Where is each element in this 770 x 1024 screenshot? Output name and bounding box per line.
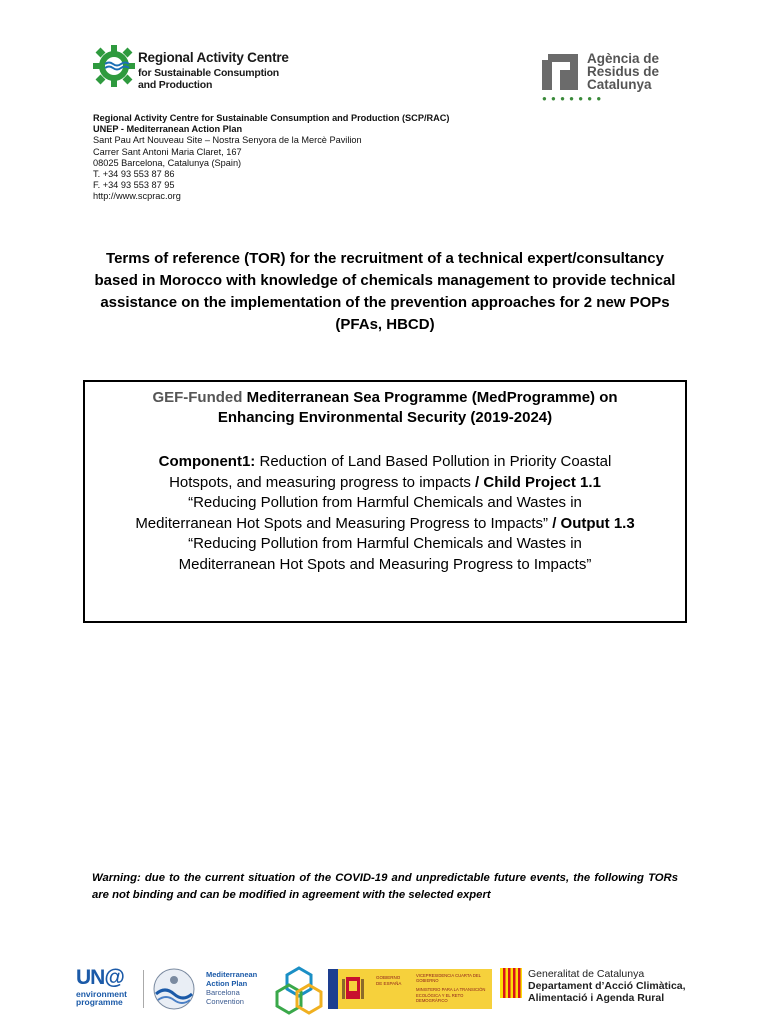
component-text-2: Hotspots, and measuring progress to impacts (169, 473, 476, 491)
footer-logos (0, 960, 770, 1020)
arc-logo (542, 50, 682, 102)
fax: F. +34 93 553 87 95 (93, 180, 175, 191)
arc-logo-text (587, 52, 659, 91)
arc-logo-line-1: Agència de (587, 51, 660, 66)
spain-vice-text: VICEPRESIDENCIA CUARTA DEL GOBIERNO (416, 973, 481, 984)
generalitat-line-2: Departament d’Acció Climàtica, (528, 980, 686, 992)
rac-logo-title: Regional Activity Centre (138, 50, 289, 65)
map-globe-icon (150, 966, 198, 1012)
rac-logo (92, 44, 292, 96)
map-name-1: Barcelona (206, 988, 240, 997)
un-logo-mark: UN@ (76, 966, 124, 989)
phone: T. +34 93 553 87 86 (93, 169, 175, 180)
org-parent: UNEP - Mediterranean Action Plan (93, 124, 243, 135)
spain-ministry-name: MINISTERIO PARA LA TRANSICIÓN ECOLÓGICA Y EL RETO DEMOGRÁFICO (416, 987, 486, 1003)
generalitat-line-1: Generalitat de Catalunya (528, 968, 645, 980)
program-lead: GEF-Funded (152, 389, 243, 406)
generalitat-logo (500, 968, 700, 1010)
child-project-text-2: Mediterranean Hot Spots and Measuring Progress to Impacts” (135, 514, 553, 532)
map-title-2: Action Plan (206, 979, 248, 988)
arc-logo-line-3: Catalunya (587, 77, 652, 92)
gear-wave-icon (92, 44, 136, 88)
map-name-2: Convention (206, 997, 244, 1006)
spain-gob-text: GOBIERNO DE ESPAÑA (376, 975, 402, 986)
un-environment-logo (76, 966, 142, 1012)
component-text-1: Reduction of Land Based Pollution in Priority Coastal (255, 453, 612, 470)
address-line-3: 08025 Barcelona, Catalunya (Spain) (93, 157, 242, 168)
output-text-1: “Reducing Pollution from Harmful Chemicals and Wastes in (188, 535, 582, 552)
map-title-1: Mediterranean (206, 970, 258, 979)
un-logo-line-2: programme (76, 997, 123, 1007)
website-link[interactable]: http://www.scprac.org (93, 191, 181, 202)
child-project-text-1: “Reducing Pollution from Harmful Chemicals and Wastes in (188, 494, 582, 511)
warning-note: Warning: due to the current situation of the COVID-19 and unpredictable future events, the following TORs are not binding and can be modified in agreement with the selected expert (92, 872, 678, 901)
arc-logo-dots: ● ● ● ● ● ● ● (542, 94, 603, 103)
document-title: Terms of reference (TOR) for the recruitment of a technical expert/consultancy based in Morocco with knowledge of chemicals management to provide technical assistance on the implementation of the prevention approaches for 2 new POPs (PFAs, HBCD) (94, 250, 676, 333)
output-label: / Output 1.3 (552, 514, 635, 532)
rac-logo-subtitle-1: for Sustainable Consumption (138, 67, 280, 79)
child-project-line-2 (85, 514, 685, 535)
spain-ministry-text (416, 973, 490, 1003)
component-line-1 (85, 452, 685, 473)
rac-logo-subtitle-2: and Production (138, 79, 213, 91)
map-logo-text (206, 970, 257, 1006)
program-line-2: Enhancing Environmental Security (2019-2024) (217, 409, 553, 426)
hexagon-logo-icon (274, 965, 324, 1015)
arc-r-icon (542, 50, 582, 90)
footer-divider (143, 970, 144, 1008)
arc-logo-line-2: Residus de (587, 64, 660, 79)
component-label: Component1: (158, 453, 256, 470)
child-project-label: / Child Project 1.1 (475, 473, 601, 491)
org-name: Regional Activity Centre for Sustainable Consumption and Production (SCP/RAC) (93, 113, 450, 123)
address-block (93, 113, 449, 203)
spain-government-logo (328, 969, 492, 1009)
project-box (83, 380, 687, 623)
program-heading (85, 388, 685, 428)
component-line-2 (85, 473, 685, 494)
address-line-1: Sant Pau Art Nouveau Site – Nostra Senyora de la Mercè Pavilion (93, 135, 362, 146)
program-line-1-rest: Mediterranean Sea Programme (MedProgramme) on (242, 389, 618, 406)
output-text-2: Mediterranean Hot Spots and Measuring Progress to Impacts” (178, 555, 592, 573)
generalitat-line-3: Alimentació i Agenda Rural (528, 992, 665, 1004)
senyera-icon (500, 968, 522, 998)
component-description (85, 452, 685, 575)
program-line-1 (85, 388, 685, 408)
spain-crest-icon (332, 973, 372, 1005)
un-logo-line-1: environment (76, 989, 128, 999)
address-line-2: Carrer Sant Antoni Maria Claret, 167 (93, 146, 242, 157)
